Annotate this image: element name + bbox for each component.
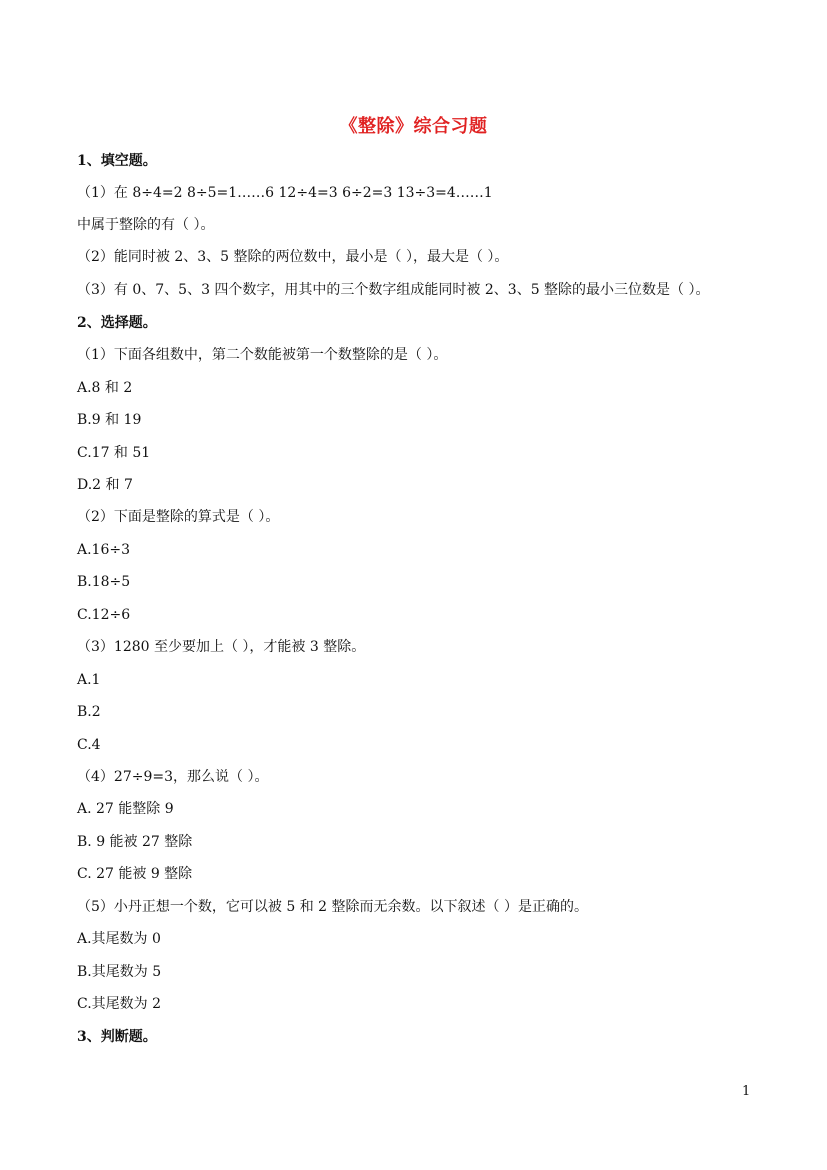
option-2-2-a: A.16÷3	[77, 542, 131, 558]
question-2-5: （5）小丹正想一个数，它可以被 5 和 2 整除而无余数。以下叙述（ ）是正确的。	[77, 899, 588, 915]
page-title: 《整除》综合习题	[339, 116, 488, 137]
question-2-1: （1）下面各组数中，第二个数能被第一个数整除的是（ ）。	[77, 347, 448, 363]
section-fill-in-blank: 1、填空题。	[77, 153, 157, 169]
question-1-1: （1）在 8÷4=2 8÷5=1……6 12÷4=3 6÷2=3 13÷3=4……1	[77, 185, 493, 201]
option-2-4-a: A. 27 能整除 9	[77, 801, 174, 817]
option-2-3-b: B.2	[77, 704, 101, 720]
page-number: 1	[742, 1084, 751, 1099]
question-1-1-continued: 中属于整除的有（ ）。	[77, 217, 215, 233]
option-2-4-b: B. 9 能被 27 整除	[77, 834, 193, 850]
question-1-2: （2）能同时被 2、3、5 整除的两位数中，最小是（ ），最大是（ ）。	[77, 249, 509, 265]
section-true-false: 3、判断题。	[77, 1029, 157, 1045]
option-2-1-b: B.9 和 19	[77, 412, 142, 428]
option-2-2-c: C.12÷6	[77, 607, 131, 623]
option-2-5-a: A.其尾数为 0	[77, 931, 161, 947]
option-2-1-d: D.2 和 7	[77, 477, 133, 493]
option-2-2-b: B.18÷5	[77, 574, 131, 590]
question-2-4: （4）27÷9=3，那么说（ ）。	[77, 769, 269, 785]
option-2-5-c: C.其尾数为 2	[77, 996, 162, 1012]
option-2-3-c: C.4	[77, 737, 101, 753]
option-2-5-b: B.其尾数为 5	[77, 964, 162, 980]
question-1-3: （3）有 0、7、5、3 四个数字，用其中的三个数字组成能同时被 2、3、5 整除的最小三位数是（ ）。	[77, 282, 710, 298]
option-2-4-c: C. 27 能被 9 整除	[77, 866, 193, 882]
option-2-1-a: A.8 和 2	[77, 380, 133, 396]
question-2-3: （3）1280 至少要加上（ ），才能被 3 整除。	[77, 639, 366, 655]
question-2-2: （2）下面是整除的算式是（ ）。	[77, 509, 280, 525]
section-multiple-choice: 2、选择题。	[77, 315, 157, 331]
option-2-3-a: A.1	[77, 672, 101, 688]
option-2-1-c: C.17 和 51	[77, 445, 151, 461]
